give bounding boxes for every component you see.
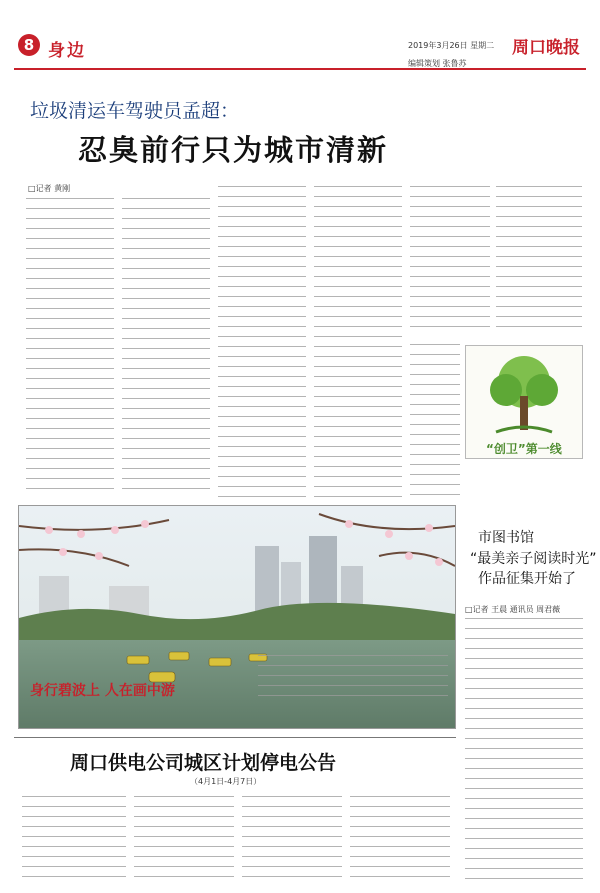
notice-rule (14, 737, 456, 738)
library-headline-line-2: “最美亲子阅读时光” (470, 551, 597, 567)
editor-line: 编辑策划 张鲁苏 (408, 59, 467, 68)
notice-column-1 (22, 796, 126, 880)
notice-column-4 (350, 796, 450, 880)
article-column-5 (410, 186, 490, 336)
notice-column-3 (242, 796, 342, 880)
notice-title: 周口供电公司城区计划停电公告 (70, 752, 337, 774)
article-column-6 (496, 186, 582, 336)
newspaper-logo: 周口晚报 (512, 38, 580, 58)
article-subtitle: 垃圾清运车驾驶员孟超： (30, 100, 240, 122)
campaign-label: “创卫”第一线 (486, 442, 562, 456)
library-byline: □记者 王晨 通讯员 周君薇 (465, 605, 561, 614)
library-headline-line-3: 作品征集开始了 (478, 571, 576, 587)
notice-column-2 (134, 796, 234, 880)
notice-date-range: （4月1日-4月7日） (190, 777, 262, 786)
article-column-1 (26, 198, 114, 498)
photo-caption-title: 身行碧波上 人在画中游 (30, 683, 175, 699)
library-article-body (465, 618, 583, 880)
article-title: 忍臭前行只为城市清新 (78, 133, 389, 167)
article-column-3 (218, 186, 306, 498)
section-title: 身边 (48, 41, 86, 61)
issue-date: 2019年3月26日 星期二 (408, 41, 495, 50)
article-column-5b (410, 344, 460, 498)
article-column-4 (314, 186, 402, 498)
page-number-badge: 8 (18, 34, 40, 56)
library-headline-line-1: 市图书馆 (478, 530, 534, 546)
header-rule (14, 68, 586, 70)
article-byline: □记者 黄刚 (28, 184, 71, 193)
article-column-2 (122, 198, 210, 498)
photo-caption-text (258, 655, 448, 705)
